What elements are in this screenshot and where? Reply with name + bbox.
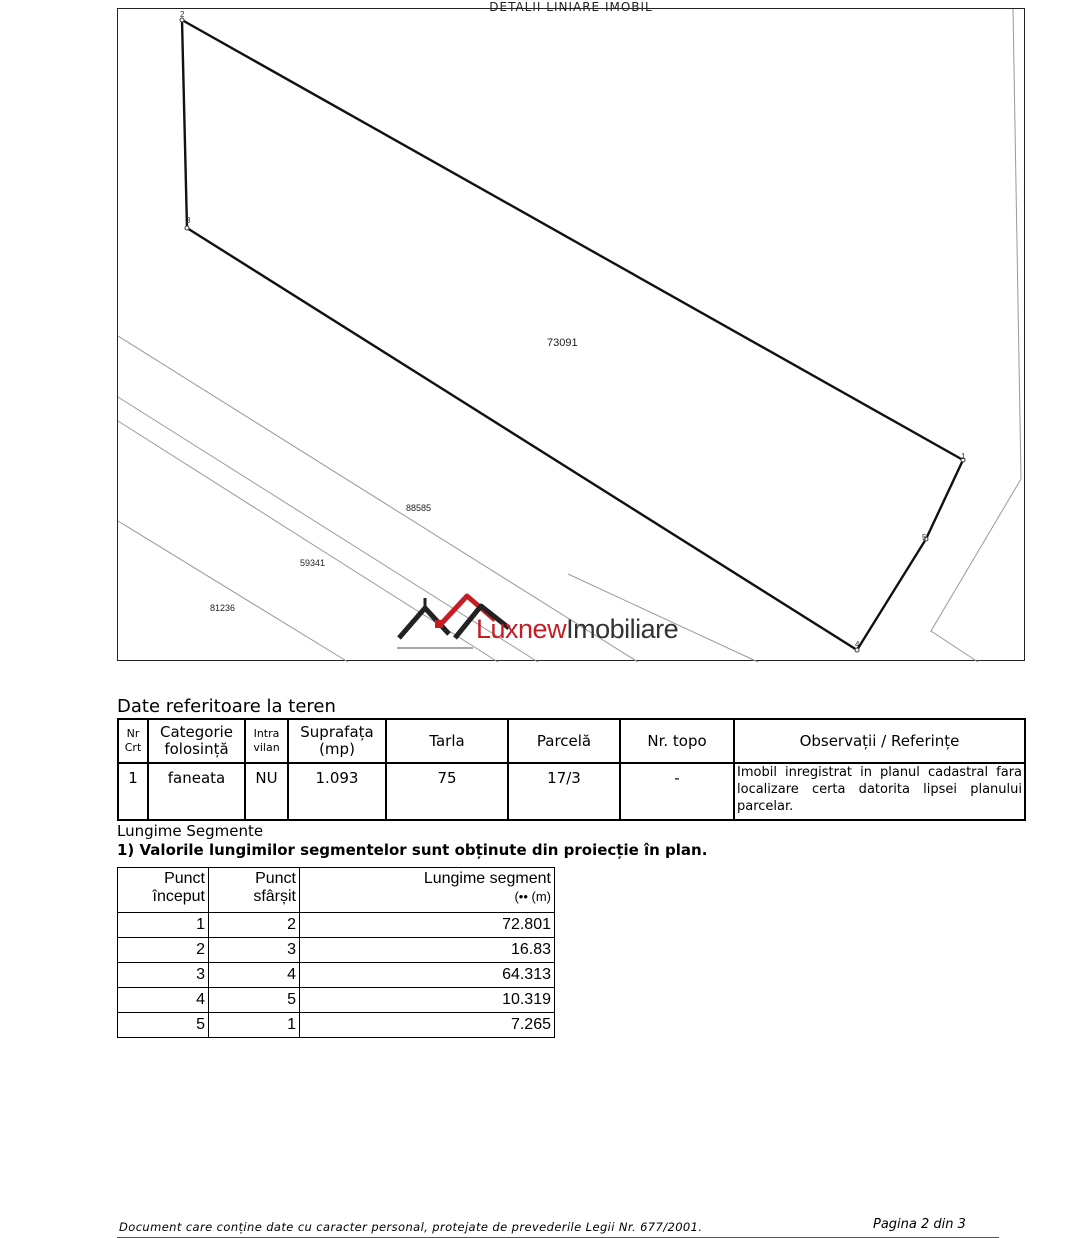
- vertex-point: [185, 226, 189, 230]
- table-row: [118, 1013, 555, 1038]
- cell-length: 7.265: [300, 1013, 555, 1038]
- cell-tarla: 75: [386, 763, 508, 820]
- cell-start: 3: [118, 963, 209, 988]
- neighbor-line: [118, 521, 348, 662]
- page-number: Pagina 2 din 3: [873, 1217, 966, 1232]
- parcel-id-main: 73091: [547, 337, 578, 349]
- col-header-end: Punct sfârșit: [209, 868, 300, 913]
- col-header-nr-topo: Nr. topo: [620, 719, 734, 763]
- cell-suprafata: 1.093: [288, 763, 386, 820]
- table-row: [118, 988, 555, 1013]
- cell-length: 72.801: [300, 913, 555, 938]
- table-row: [118, 963, 555, 988]
- point-label-1: 1: [961, 452, 966, 461]
- cell-start: 1: [118, 913, 209, 938]
- point-label-3: 3: [186, 216, 191, 225]
- col-header-nr: Nr Crt: [118, 719, 148, 763]
- cell-observatii: Imobil inregistrat in planul cadastral fara localizare certa datorita lipsei planului parcelar.: [734, 763, 1025, 820]
- cell-end: 5: [209, 988, 300, 1013]
- watermark-logo-text: [476, 614, 678, 645]
- logo-brand-part2: Imobiliare: [566, 614, 679, 644]
- col-header-length: Lungime segment (•• (m): [300, 868, 555, 913]
- segments-table: [117, 867, 555, 1038]
- cell-nr: 1: [118, 763, 148, 820]
- segments-note: 1) Valorile lungimilor segmentelor sunt obținute din proiecție în plan.: [117, 841, 708, 859]
- cell-end: 4: [209, 963, 300, 988]
- logo-brand-part1: Luxnew: [476, 614, 567, 644]
- segments-section-title: Lungime Segmente: [117, 822, 264, 840]
- point-label-2: 2: [180, 10, 185, 19]
- col-header-tarla: Tarla: [386, 719, 508, 763]
- cell-length: 16.83: [300, 938, 555, 963]
- neighbor-line: [1013, 9, 1021, 479]
- table-header-row: [118, 719, 1025, 763]
- col-header-observatii: Observații / Referințe: [734, 719, 1025, 763]
- point-label-4: 4: [855, 640, 860, 649]
- footer-privacy-note: Document care conține date cu caracter personal, protejate de prevederile Legii Nr. 677/2001.: [119, 1220, 703, 1234]
- col-header-intravilan: Intra vilan: [245, 719, 288, 763]
- col-header-parcela: Parcelă: [508, 719, 620, 763]
- cell-length: 10.319: [300, 988, 555, 1013]
- col-header-categorie: Categorie folosință: [148, 719, 245, 763]
- cell-categorie: faneata: [148, 763, 245, 820]
- cell-start: 5: [118, 1013, 209, 1038]
- point-label-5: 5: [922, 533, 927, 542]
- col-header-start: Punct început: [118, 868, 209, 913]
- col-header-suprafata: Suprafața (mp): [288, 719, 386, 763]
- cell-end: 3: [209, 938, 300, 963]
- table-row: [118, 763, 1025, 820]
- cell-end: 1: [209, 1013, 300, 1038]
- parcel-id-neighbor: 81236: [210, 603, 236, 613]
- neighbor-line: [931, 479, 1021, 662]
- table-row: [118, 938, 555, 963]
- parcel-boundary: [182, 20, 966, 650]
- cell-nr-topo: -: [620, 763, 734, 820]
- plan-drawing: [118, 9, 1026, 662]
- table-header-row: [118, 868, 555, 913]
- cell-intravilan: NU: [245, 763, 288, 820]
- parcel-id-neighbor: 59341: [300, 558, 326, 568]
- parcel-id-neighbor: 88585: [406, 503, 432, 513]
- cell-parcela: 17/3: [508, 763, 620, 820]
- cell-start: 2: [118, 938, 209, 963]
- plan-header-title: DETALII LINIARE IMOBIL: [489, 0, 653, 14]
- cell-end: 2: [209, 913, 300, 938]
- cadastral-plan: [117, 0, 1025, 661]
- cell-start: 4: [118, 988, 209, 1013]
- cell-length: 64.313: [300, 963, 555, 988]
- land-section-title: Date referitoare la teren: [117, 696, 336, 717]
- land-data-table: [117, 718, 1026, 821]
- table-row: [118, 913, 555, 938]
